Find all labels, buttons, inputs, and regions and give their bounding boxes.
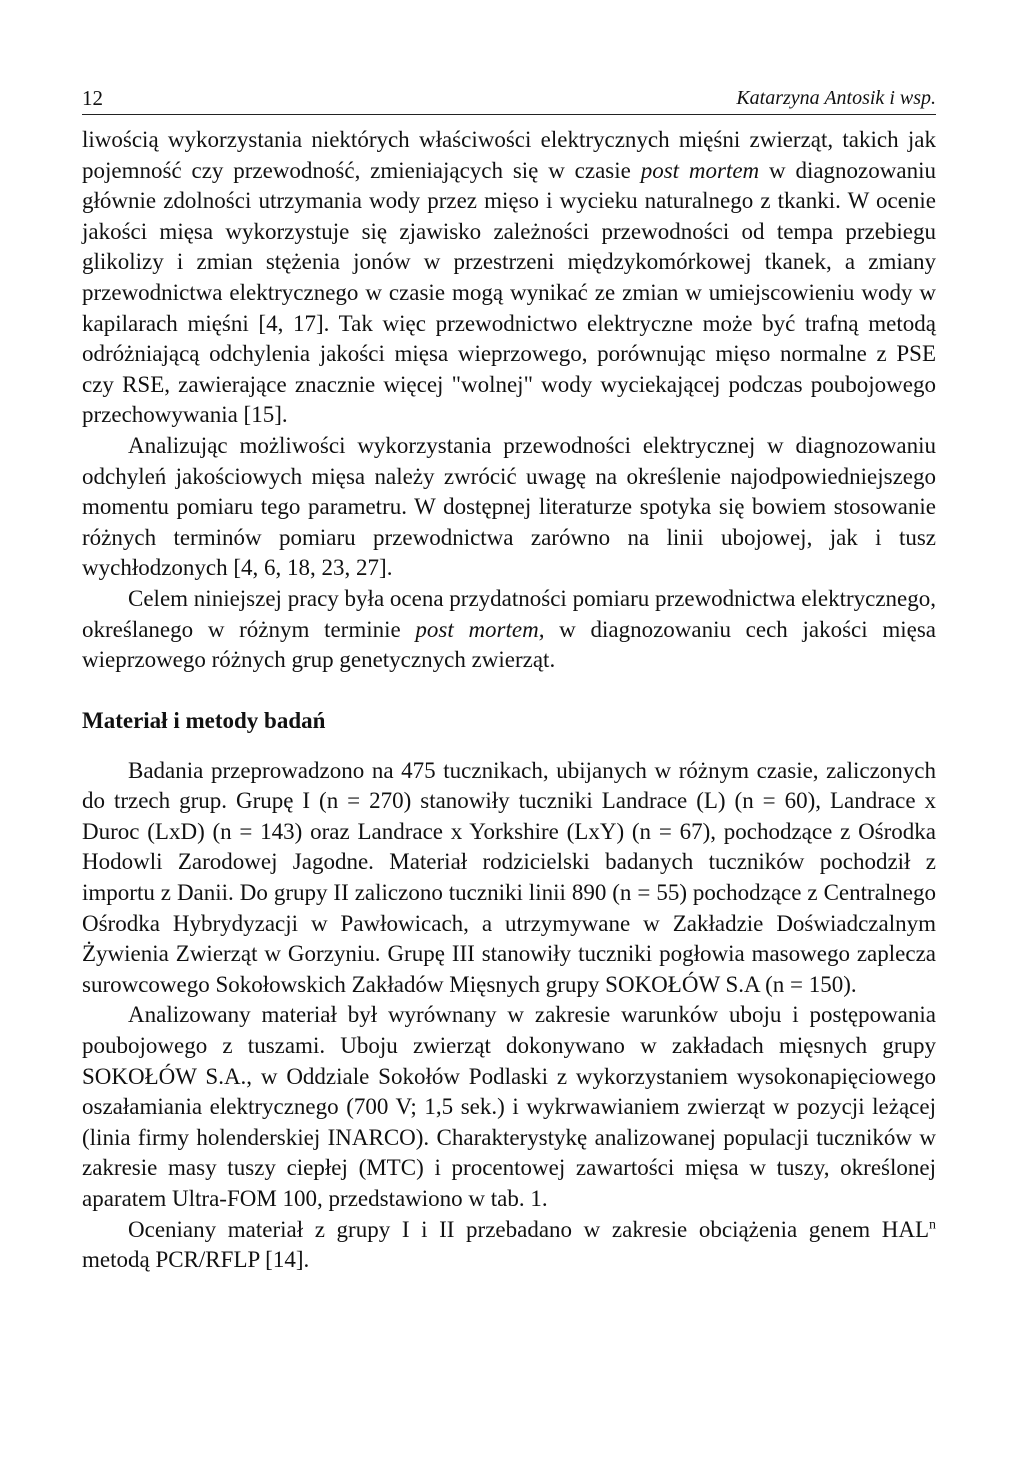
paragraph-intro-3 <box>82 584 936 676</box>
paragraph-intro-1 <box>82 125 936 431</box>
page-header <box>82 84 936 115</box>
paragraph-text: Celem niniejszej pracy była ocena przydatności pomiaru przewodnictwa elektrycznego, określanego w różnym terminie <box>82 585 936 642</box>
paragraph-text: metodą PCR/RFLP [14]. <box>82 1247 310 1273</box>
paragraph-methods-2: Analizowany materiał był wyrównany w zakresie warunków uboju i postępowania poubojowego z tuszami. Uboju zwierząt dokonywano w zakładach mięsnych grupy SOKOŁÓW S.A., w Oddziale Sokołów Podlaski z wykorzystaniem wysokonapięciowego oszałamiania elektrycznego (700 V; 1,5 sek.) i wykrwawianiem zwierząt w pozycji leżącej (linia firmy holenderskiej INARCO). Charakterystykę analizowanej populacji tuczników w zakresie masy tuszy ciepłej (MTC) i procentowej zawartości mięsa w tuszy, określonej aparatem Ultra-FOM 100, przedstawiono w tab. 1. <box>82 1002 936 1211</box>
section-heading-methods: Materiał i metody badań <box>82 707 326 733</box>
paragraph-methods-1: Badania przeprowadzono na 475 tucznikach, ubijanych w różnym czasie, zaliczonych do trzech grup. Grupę I (n = 270) stanowiły tuczniki Landrace (L) (n = 60), Landrace x Duroc (LxD) (n = 143) oraz Landrace x Yorkshire (LxY) (n = 67), pochodzące z Ośrodka Hodowli Zarodowej Jagodne. Materiał rodzicielski badanych tuczników pochodził z importu z Danii. Do grupy II zaliczono tuczniki linii 890 (n = 55) pochodzące z Centralnego Ośrodka Hybrydyzacji w Pawłowicach, a utrzymywane w Zakładzie Doświadczalnym Żywienia Zwierząt w Gorzyniu. Grupę III stanowiły tuczniki pogłowia masowego zaplecza surowcowego Sokołowskich Zakładów Mięsnych grupy SOKOŁÓW S.A (n = 150). <box>82 757 936 997</box>
paragraph-intro-2: Analizując możliwości wykorzystania przewodności elektrycznej w diagnozowaniu odchyleń jakościowych mięsa należy zwrócić uwagę na określenie najodpowiedniejszego momentu pomiaru tego parametru. W dostępnej literaturze spotyka się bowiem stosowanie różnych terminów pomiaru przewodnictwa zarówno na linii ubojowej, jak i tusz wychłodzonych [4, 6, 18, 23, 27]. <box>82 432 936 581</box>
running-title: Katarzyna Antosik i wsp. <box>736 87 936 109</box>
italic-term: post mortem <box>640 157 760 183</box>
paragraph-text: Oceniany materiał z grupy I i II przebadano w zakresie obciążenia genem HAL <box>128 1216 929 1242</box>
paragraph-text: liwością wykorzystania niektórych właściwości elektrycznych mięśni zwierząt, takich jak pojemność czy przewodność, zmieniających się w czasie <box>82 127 936 183</box>
page <box>82 84 936 1276</box>
italic-term: post mortem, <box>415 616 545 642</box>
page-number: 12 <box>82 86 103 110</box>
paragraph-text: w diagnozowaniu cech jakości mięsa wieprzowego różnych grup genetycznych zwierząt. <box>82 616 936 673</box>
article-body <box>82 125 936 1276</box>
paragraph-methods-3 <box>82 1215 936 1276</box>
paragraph-text: w diagnozowaniu głównie zdolności utrzymania wody przez mięso i wycieku naturalnego z tkanki. W ocenie jakości mięsa wykorzystuje się zjawisko zależności przewodności od tempa przebiegu glikolizy i zmian stężenia jonów w przestrzeni międzykomórkowej tkanek, a zmiany przewodnictwa elektrycznego w czasie mogą wynikać ze zmian w umiejscowieniu wody w kapilarach mięśni [4, 17]. Tak więc przewodnictwo elektryczne może być trafną metodą odróżniającą odchylenia jakości mięsa wieprzowego, porównując mięso normalne z PSE czy RSE, zawierające znacznie więcej "wolnej" wody wyciekającej podczas poubojowego przechowywania [15]. <box>82 157 936 428</box>
superscript: n <box>929 1216 936 1232</box>
